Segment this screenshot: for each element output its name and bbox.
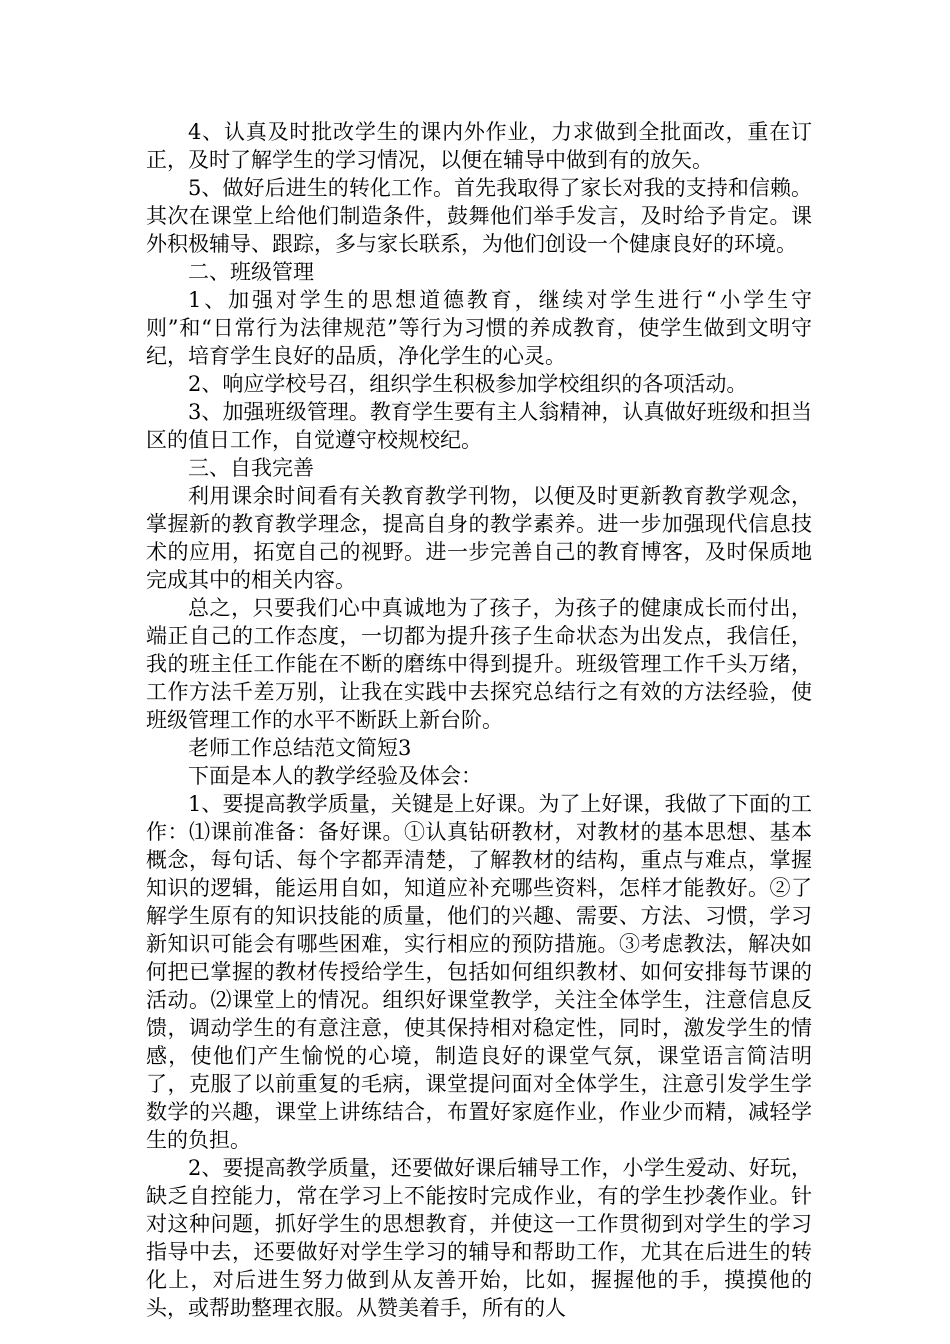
paragraph-class-item-1: 1、加强对学生的思想道德教育，继续对学生进行“小学生守则”和“日常行为法律规范”等行为习惯的养成教育，使学生做到文明守纪，培育学生良好的品质，净化学生的心灵。 — [146, 288, 812, 368]
paragraph-class-item-3: 3、加强班级管理。教育学生要有主人翁精神，认真做好班级和担当区的值日工作，自觉遵守校规校纪。 — [146, 400, 812, 452]
paragraph-intro: 下面是本人的教学经验及体会： — [188, 764, 482, 788]
paragraph-teaching-item-1: 1、要提高教学质量，关键是上好课。为了上好课，我做了下面的工作：⑴课前准备：备好课。①认真钻研教材，对教材的基本思想、基本概念，每句话、每个字都弄清楚，了解教材的结构，重点与难点，掌握知识的逻辑，能运用自如，知道应补充哪些资料，怎样才能教好。②了解学生原有的知识技能的质量，他们的兴趣、需要、方法、习惯，学习新知识可能会有哪些困难，实行相应的预防措施。③考虑教法，解决如何把已掌握的教材传授给学生，包括如何组织教材、如何安排每节课的活动。⑵课堂上的情况。组织好课堂教学，关注全体学生，注意信息反馈，调动学生的有意注意，使其保持相对稳定性，同时，激发学生的情感，使他们产生愉悦的心境，制造良好的课堂气氛，课堂语言简洁明了，克服了以前重复的毛病，课堂提问面对全体学生，注意引发学生学数学的兴趣，课堂上讲练结合，布置好家庭作业，作业少而精，减轻学生的负担。 — [146, 792, 812, 1152]
paragraph-self-improvement: 利用课余时间看有关教育教学刊物，以便及时更新教育教学观念，掌握新的教育教学理念，提高自身的教学素养。进一步加强现代信息技术的应用，拓宽自己的视野。进一步完善自己的教育博客，及时保质地完成其中的相关内容。 — [146, 484, 812, 592]
article-title: 老师工作总结范文简短3 — [188, 736, 412, 760]
paragraph-conclusion: 总之，只要我们心中真诚地为了孩子，为孩子的健康成长而付出，端正自己的工作态度，一切都为提升孩子生命状态为出发点，我信任，我的班主任工作能在不断的磨练中得到提升。班级管理工作千头万绪，工作方法千差万别，让我在实践中去探究总结行之有效的方法经验，使班级管理工作的水平不断跃上新台阶。 — [146, 596, 812, 732]
paragraph-class-item-2: 2、响应学校号召，组织学生积极参加学校组织的各项活动。 — [188, 372, 748, 396]
document-page — [146, 118, 812, 1322]
paragraph-item-5: 5、做好后进生的转化工作。首先我取得了家长对我的支持和信赖。其次在课堂上给他们制造条件，鼓舞他们举手发言，及时给予肯定。课外积极辅导、跟踪，多与家长联系，为他们创设一个健康良好的环境。 — [146, 176, 812, 256]
paragraph-teaching-item-2: 2、要提高教学质量，还要做好课后辅导工作，小学生爱动、好玩，缺乏自控能力，常在学习上不能按时完成作业，有的学生抄袭作业。针对这种问题，抓好学生的思想教育，并使这一工作贯彻到对学生的学习指导中去，还要做好对学生学习的辅导和帮助工作，尤其在后进生的转化上，对后进生努力做到从友善开始，比如，握握他的手，摸摸他的头，或帮助整理衣服。从赞美着手，所有的人 — [146, 1156, 812, 1320]
section-heading-self-improvement: 三、自我完善 — [188, 456, 314, 480]
section-heading-class-management: 二、班级管理 — [188, 260, 314, 284]
paragraph-item-4: 4、认真及时批改学生的课内外作业，力求做到全批面改，重在订正，及时了解学生的学习情况，以便在辅导中做到有的放矢。 — [146, 120, 812, 172]
